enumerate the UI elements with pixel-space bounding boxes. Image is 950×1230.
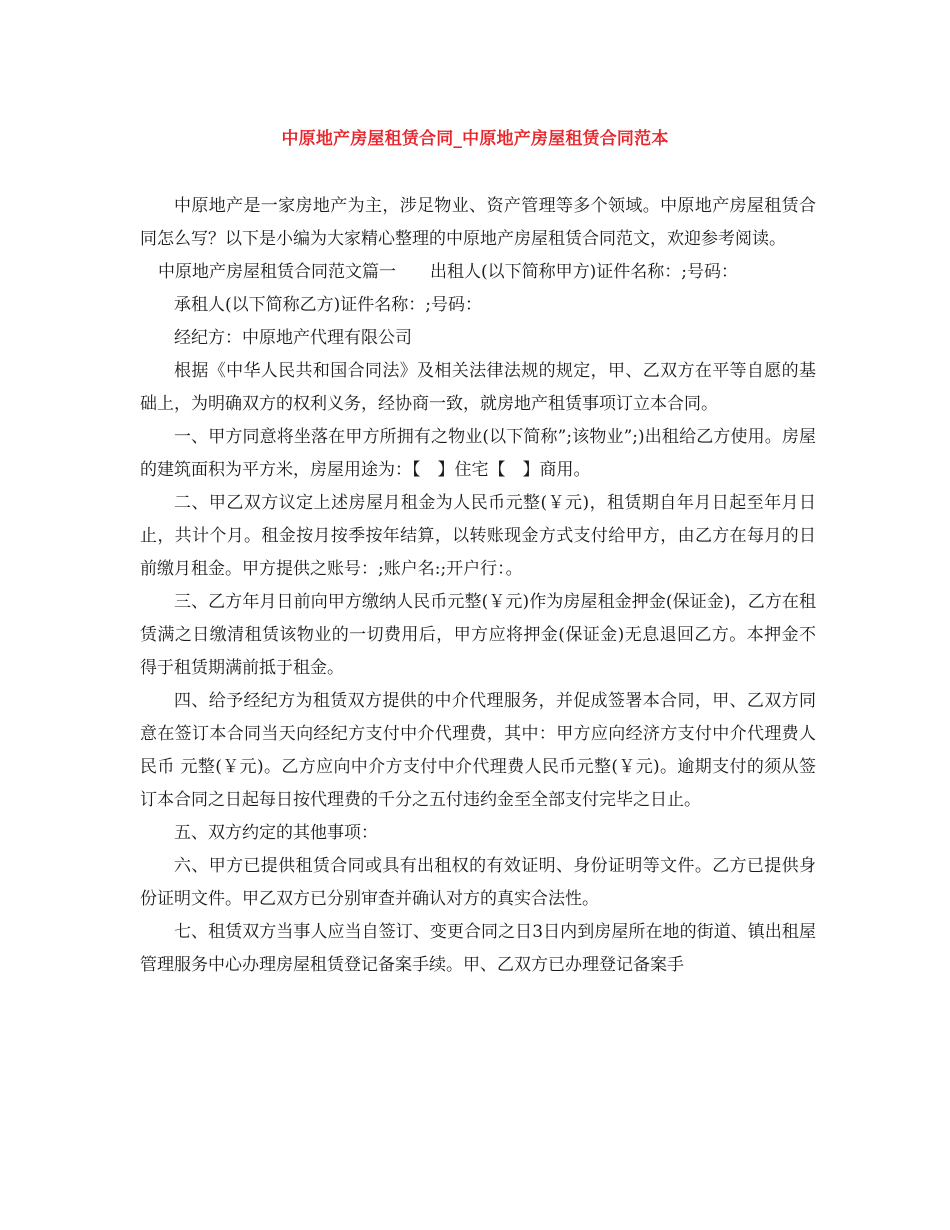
- contract-heading-lessor-line: 中原地产房屋租赁合同范文篇一 出租人(以下简称甲方)证件名称：;号码：: [158, 262, 738, 282]
- clause-1: 一、甲方同意将坐落在甲方所拥有之物业(以下简称”;该物业”;)出租给乙方使用。房屋的建筑面积为平方米，房屋用途为：【 】住宅【 】商用。: [140, 427, 816, 480]
- document-title: 中原地产房屋租赁合同_中原地产房屋租赁合同范本: [281, 129, 669, 149]
- intro-paragraph: 中原地产是一家房地产为主，涉足物业、资产管理等多个领域。中原地产房屋租赁合同怎么写？以下是小编为大家精心整理的中原地产房屋租赁合同范文，欢迎参考阅读。: [140, 196, 816, 249]
- lessee-line: 承租人(以下简称乙方)证件名称：;号码：: [174, 295, 482, 315]
- document-body: [140, 190, 816, 982]
- clause-6: 六、甲方已提供租赁合同或具有出租权的有效证明、身份证明等文件。乙方已提供身份证明文件。甲乙双方已分别审查并确认对方的真实合法性。: [140, 856, 816, 909]
- clause-7: 七、租赁双方当事人应当自签订、变更合同之日3日内到房屋所在地的街道、镇出租屋管理服务中心办理房屋租赁登记备案手续。甲、乙双方已办理登记备案手: [140, 922, 816, 975]
- agent-line: 经纪方：中原地产代理有限公司: [174, 328, 412, 348]
- legal-basis-paragraph: 根据《中华人民共和国合同法》及相关法律法规的规定，甲、乙双方在平等自愿的基础上，为明确双方的权利义务，经协商一致，就房地产租赁事项订立本合同。: [140, 361, 816, 414]
- clause-5: 五、双方约定的其他事项：: [174, 823, 378, 843]
- clause-2: 二、甲乙双方议定上述房屋月租金为人民币元整(￥元)，租赁期自年月日起至年月日止，共计个月。租金按月按季按年结算，以转账现金方式支付给甲方，由乙方在每月的日前缴月租金。甲方提供之账号：;账户名:;开户行：。: [140, 493, 816, 579]
- clause-4: 四、给予经纪方为租赁双方提供的中介代理服务，并促成签署本合同，甲、乙双方同意在签订本合同当天向经纪方支付中介代理费，其中：甲方应向经济方支付中介代理费人民币 元整(￥元)。乙方应向中介方支付中介代理费人民币元整(￥元)。逾期支付的须从签订本合同之日起每日按代理费的千分之五付违约金至全部支付完毕之日止。: [140, 691, 816, 810]
- clause-3: 三、乙方年月日前向甲方缴纳人民币元整(￥元)作为房屋租金押金(保证金)，乙方在租赁满之日缴清租赁该物业的一切费用后，甲方应将押金(保证金)无息退回乙方。本押金不得于租赁期满前抵于租金。: [140, 592, 816, 678]
